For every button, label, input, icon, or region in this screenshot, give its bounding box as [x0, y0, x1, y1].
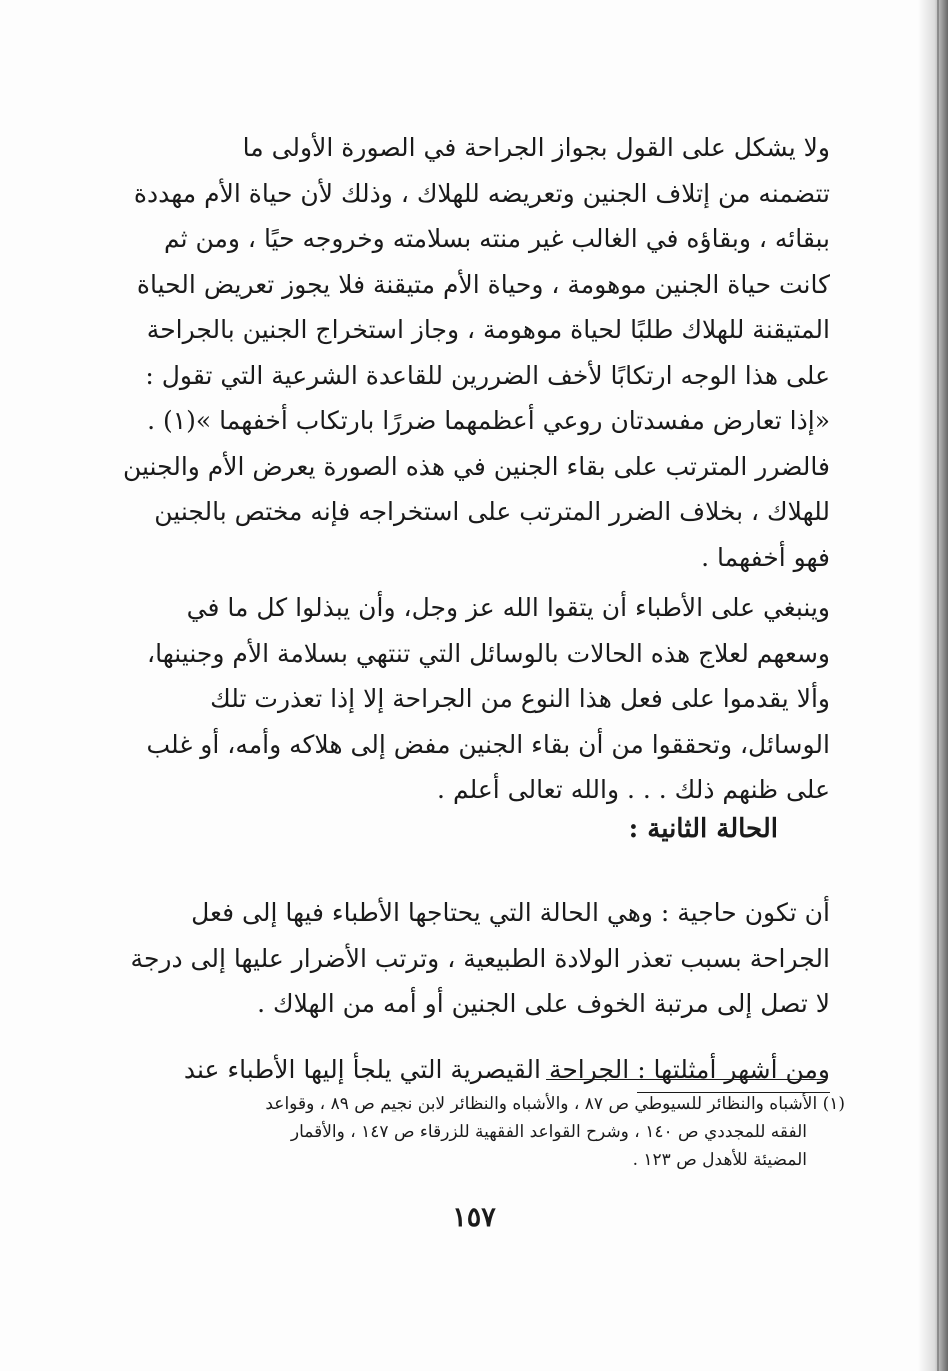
text-line: وألا يقدموا على فعل هذا النوع من الجراحة إلا إذا تعذرت تلك — [210, 684, 830, 713]
text-line: تتضمنه من إتلاف الجنين وتعريضه للهلاك ، وذلك لأن حياة الأم مهددة — [133, 178, 830, 208]
text-line: ولا يشكل على القول بجواز الجراحة في الصورة الأولى ما — [242, 133, 830, 162]
text-line: على هذا الوجه ارتكابًا لأخف الضررين للقاعدة الشرعية التي تقول : — [145, 360, 830, 390]
paragraph-first-case-justification — [118, 125, 830, 580]
section-heading-second-case: الحالة الثانية : — [628, 814, 778, 844]
text-line: فهو أخفهما . — [701, 542, 830, 572]
text-line: ببقائه ، وبقاؤه في الغالب غير منته بسلامته وخروجه حيًا ، ومن ثم — [163, 224, 830, 253]
footnote-line: (١) الأشباه والنظائر للسيوطي ص ٨٧ ، والأشباه والنظائر لابن نجيم ص ٨٩ ، وقواعد — [265, 1094, 845, 1114]
binding-edge — [937, 0, 939, 1371]
text-line: الوسائل، وتحققوا من أن بقاء الجنين مفض إلى هلاكه وأمه، أو غلب — [146, 729, 830, 759]
footnote-separator — [546, 1079, 826, 1080]
binding-shadow — [918, 0, 948, 1371]
examples-label: ومن أشهر أمثلتها : — [637, 1050, 830, 1093]
examples-text: الجراحة القيصرية التي يلجأ إليها الأطباء عند — [183, 1055, 638, 1084]
text-line: «إذا تعارض مفسدتان روعي أعظمهما ضررًا بارتكاب أخفهما »(١) . — [147, 406, 830, 435]
text-line: للهلاك ، بخلاف الضرر المترتب على استخراجه فإنه مختص بالجنين — [154, 497, 830, 526]
text-line: كانت حياة الجنين موهومة ، وحياة الأم متيقنة فلا يجوز تعريض الحياة — [136, 269, 830, 299]
text-line: أن تكون حاجية : وهي الحالة التي يحتاجها الأطباء فيها إلى فعل — [191, 898, 830, 927]
footnote-line: الفقه للمجددي ص ١٤٠ ، وشرح القواعد الفقهية للزرقاء ص ١٤٧ ، والأقمار — [290, 1122, 807, 1142]
text-line: وينبغي على الأطباء أن يتقوا الله عز وجل، وأن يبذلوا كل ما في — [186, 593, 830, 622]
text-line: الجراحة بسبب تعذر الولادة الطبيعية ، وترتب الأضرار عليها إلى درجة — [130, 943, 830, 973]
text-line: على ظنهم ذلك . . . والله تعالى أعلم . — [437, 775, 830, 804]
paragraph-second-case-definition — [118, 890, 830, 1027]
footnotes — [135, 1090, 845, 1174]
footnote-line: المضيئة للأهدل ص ١٢٣ . — [632, 1150, 807, 1170]
text-line: لا تصل إلى مرتبة الخوف على الجنين أو أمه من الهلاك . — [257, 989, 830, 1018]
page-number: ١٥٧ — [452, 1202, 496, 1233]
text-line: وسعهم لعلاج هذه الحالات بالوسائل التي تنتهي بسلامة الأم وجنينها، — [147, 638, 830, 668]
text-line: فالضرر المترتب على بقاء الجنين في هذه الصورة يعرض الأم والجنين — [122, 451, 830, 481]
text-line: المتيقنة للهلاك طلبًا لحياة موهومة ، وجاز استخراج الجنين بالجراحة — [146, 315, 830, 344]
paragraph-examples-line — [135, 1050, 830, 1093]
paragraph-physician-duty — [118, 585, 830, 813]
